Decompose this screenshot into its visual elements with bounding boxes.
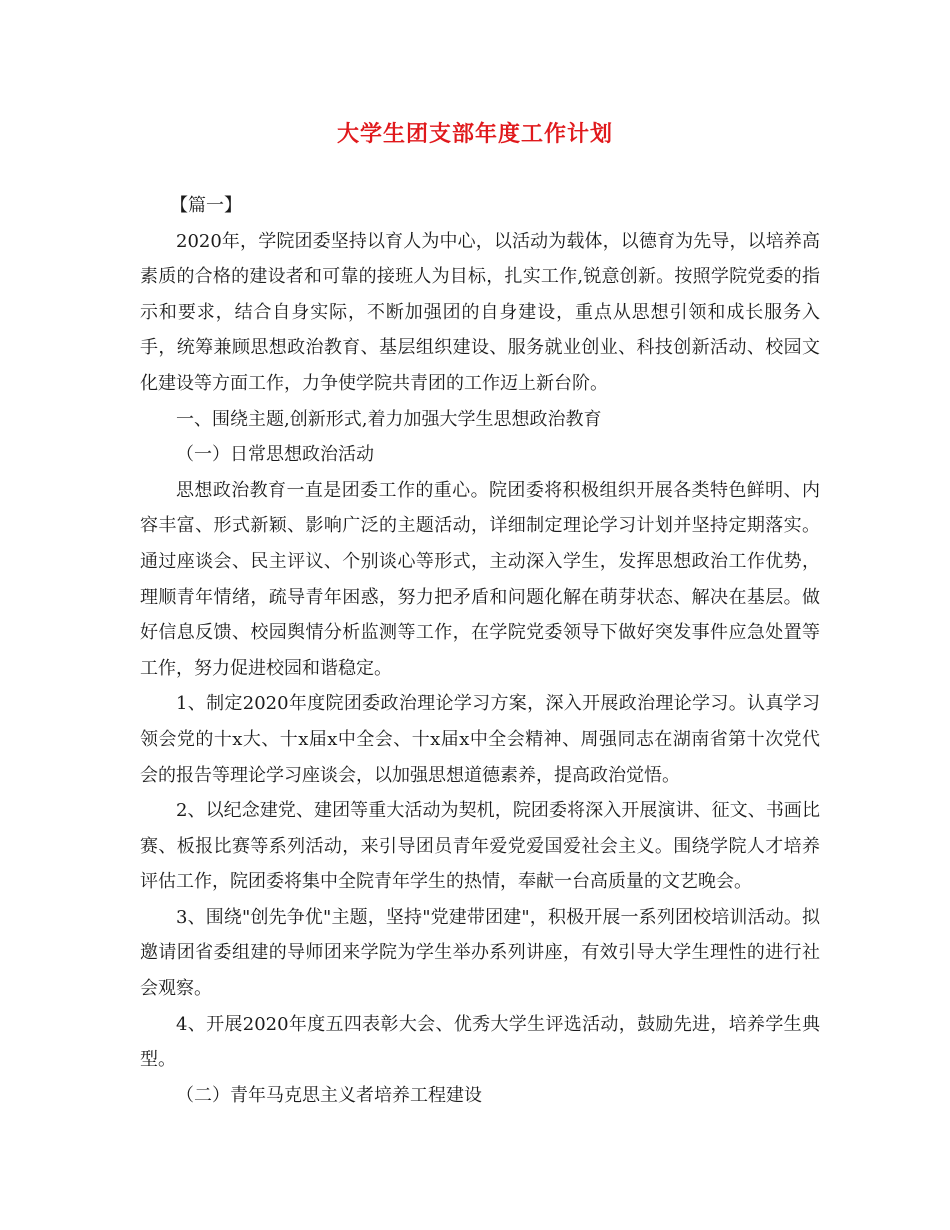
subheading-young-marxist-project: （二）青年马克思主义者培养工程建设 <box>176 1084 482 1106</box>
document-title: 大学生团支部年度工作计划 <box>336 121 613 147</box>
section-label-pian-yi: 【篇一】 <box>170 195 242 216</box>
list-item-1: 1、制定2020年度院团委政治理论学习方案，深入开展政治理论学习。认真学习领会党的十x大、十x届x中全会、十x届x中全会精神、周强同志在湖南省第十次党代会的报告等理论学习座谈会，以加强思想道德素养，提高政治觉悟。 <box>140 693 820 786</box>
document-body <box>140 188 820 1113</box>
paragraph-ideological-education: 思想政治教育一直是团委工作的重心。院团委将积极组织开展各类特色鲜明、内容丰富、形式新颖、影响广泛的主题活动，详细制定理论学习计划并坚持定期落实。通过座谈会、民主评议、个别谈心等形式，主动深入学生，发挥思想政治工作优势，理顺青年情绪，疏导青年困惑，努力把矛盾和问题化解在萌芽状态、解决在基层。做好信息反馈、校园舆情分析监测等工作，在学院党委领导下做好突发事件应急处置等工作，努力促进校园和谐稳定。 <box>140 479 820 679</box>
list-item-4: 4、开展2020年度五四表彰大会、优秀大学生评选活动，鼓励先进，培养学生典型。 <box>140 1013 820 1071</box>
list-item-3: 3、围绕"创先争优"主题，坚持"党建带团建"，积极开展一系列团校培训活动。拟邀请团省委组建的导师团来学院为学生举办系列讲座，有效引导大学生理性的进行社会观察。 <box>140 906 820 1000</box>
subheading-daily-activities: （一）日常思想政治活动 <box>176 444 374 466</box>
list-item-2: 2、以纪念建党、建团等重大活动为契机，院团委将深入开展演讲、征文、书画比赛、板报比赛等系列活动，来引导团员青年爱党爱国爱社会主义。围绕学院人才培养评估工作，院团委将集中全院青年学生的热情，奉献一台高质量的文艺晚会。 <box>140 800 820 893</box>
intro-paragraph: 2020年，学院团委坚持以育人为中心，以活动为载体，以德育为先导，以培养高素质的合格的建设者和可靠的接班人为目标，扎实工作,锐意创新。按照学院党委的指示和要求，结合自身实际，不断加强团的自身建设，重点从思想引领和成长服务入手，统筹兼顾思想政治教育、基层组织建设、服务就业创业、科技创新活动、校园文化建设等方面工作，力争使学院共青团的工作迈上新台阶。 <box>140 230 820 394</box>
heading-part-one: 一、围绕主题,创新形式,着力加强大学生思想政治教育 <box>176 408 602 430</box>
